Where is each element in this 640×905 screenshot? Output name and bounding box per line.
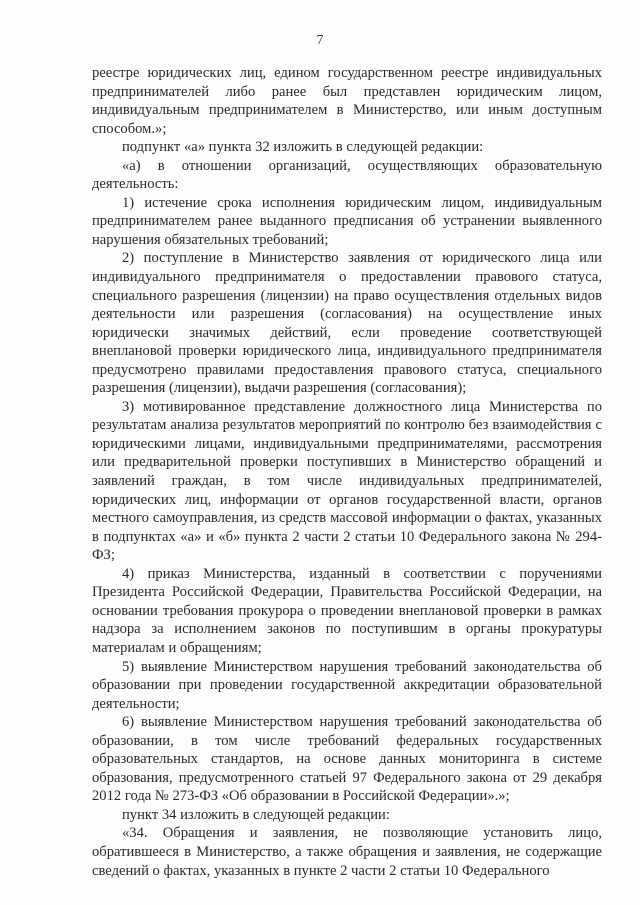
paragraph-amend-34: пункт 34 изложить в следующей редакции: (122, 806, 390, 823)
paragraph-item-a: «а) в отношении организаций, осуществляющих образовательную деятельность: (92, 157, 602, 193)
paragraph-item-2: 2) поступление в Министерство заявления от юридического лица или индивидуального предпринимателя о предоставлении правового статуса, специального разрешения (лицензии) на право осуществления отдельных видов деятельности или разрешения (согласования) на осуществление иных юридически значимых действий, если проведение соответствующей внеплановой проверки юридического лица, индивидуального предпринимателя предусмотрено правилами предоставления правового статуса, специального разрешения (лицензии), выдачи разрешения (согласования); (92, 250, 602, 397)
paragraph-item-1: 1) истечение срока исполнения юридическим лицом, индивидуальным предпринимателем ранее выданного предписания об устранении выявленного нарушения обязательных требований; (92, 194, 602, 248)
document-body (92, 64, 602, 880)
paragraph-item-5: 5) выявление Министерством нарушения требований законодательства об образовании при проведении государственной аккредитации образовательной деятельности; (92, 658, 602, 712)
paragraph-amend-32a: подпункт «а» пункта 32 изложить в следующей редакции: (122, 139, 484, 156)
paragraph-item-3: 3) мотивированное представление должностного лица Министерства по результатам анализа результатов мероприятий по контролю без взаимодействия с юридическими лицами, индивидуальными предпринимателями, рассмотрения или предварительной проверки поступивших в Министерство обращений и заявлений граждан, в том числе индивидуальных предпринимателей, юридических лиц, информации от органов государственной власти, органов местного самоуправления, из средств массовой информации о фактах, указанных в подпунктах «а» и «б» пункта 2 части 2 статьи 10 Федерального закона № 294-ФЗ; (92, 398, 602, 564)
paragraph-item-6: 6) выявление Министерством нарушения требований законодательства об образовании, в том числе требований федеральных государственных образовательных стандартов, на основе данных мониторинга в системе образования, предусмотренного статьей 97 Федерального закона от 29 декабря 2012 года № 273-ФЗ «Об образовании в Российской Федерации».»; (92, 714, 602, 805)
paragraph-item-34: «34. Обращения и заявления, не позволяющие установить лицо, обратившееся в Министерство, а также обращения и заявления, не содержащие сведений о фактах, указанных в пункте 2 части 2 статьи 10 Федерального (92, 825, 602, 879)
paragraph-continuation: реестре юридических лиц, едином государственном реестре индивидуальных предпринимателей либо ранее был представлен юридическим лицом, индивидуальным предпринимателем в Министерство, или иным доступным способом.»; (92, 65, 602, 137)
paragraph-item-4: 4) приказ Министерства, изданный в соответствии с поручениями Президента Российской Федерации, Правительства Российской Федерации, на основании требования прокурора о проведении внеплановой проверки в рамках надзора за исполнением законов по поступившим в органы прокуратуры материалам и обращениям; (92, 565, 602, 656)
page-number: 7 (316, 32, 324, 47)
